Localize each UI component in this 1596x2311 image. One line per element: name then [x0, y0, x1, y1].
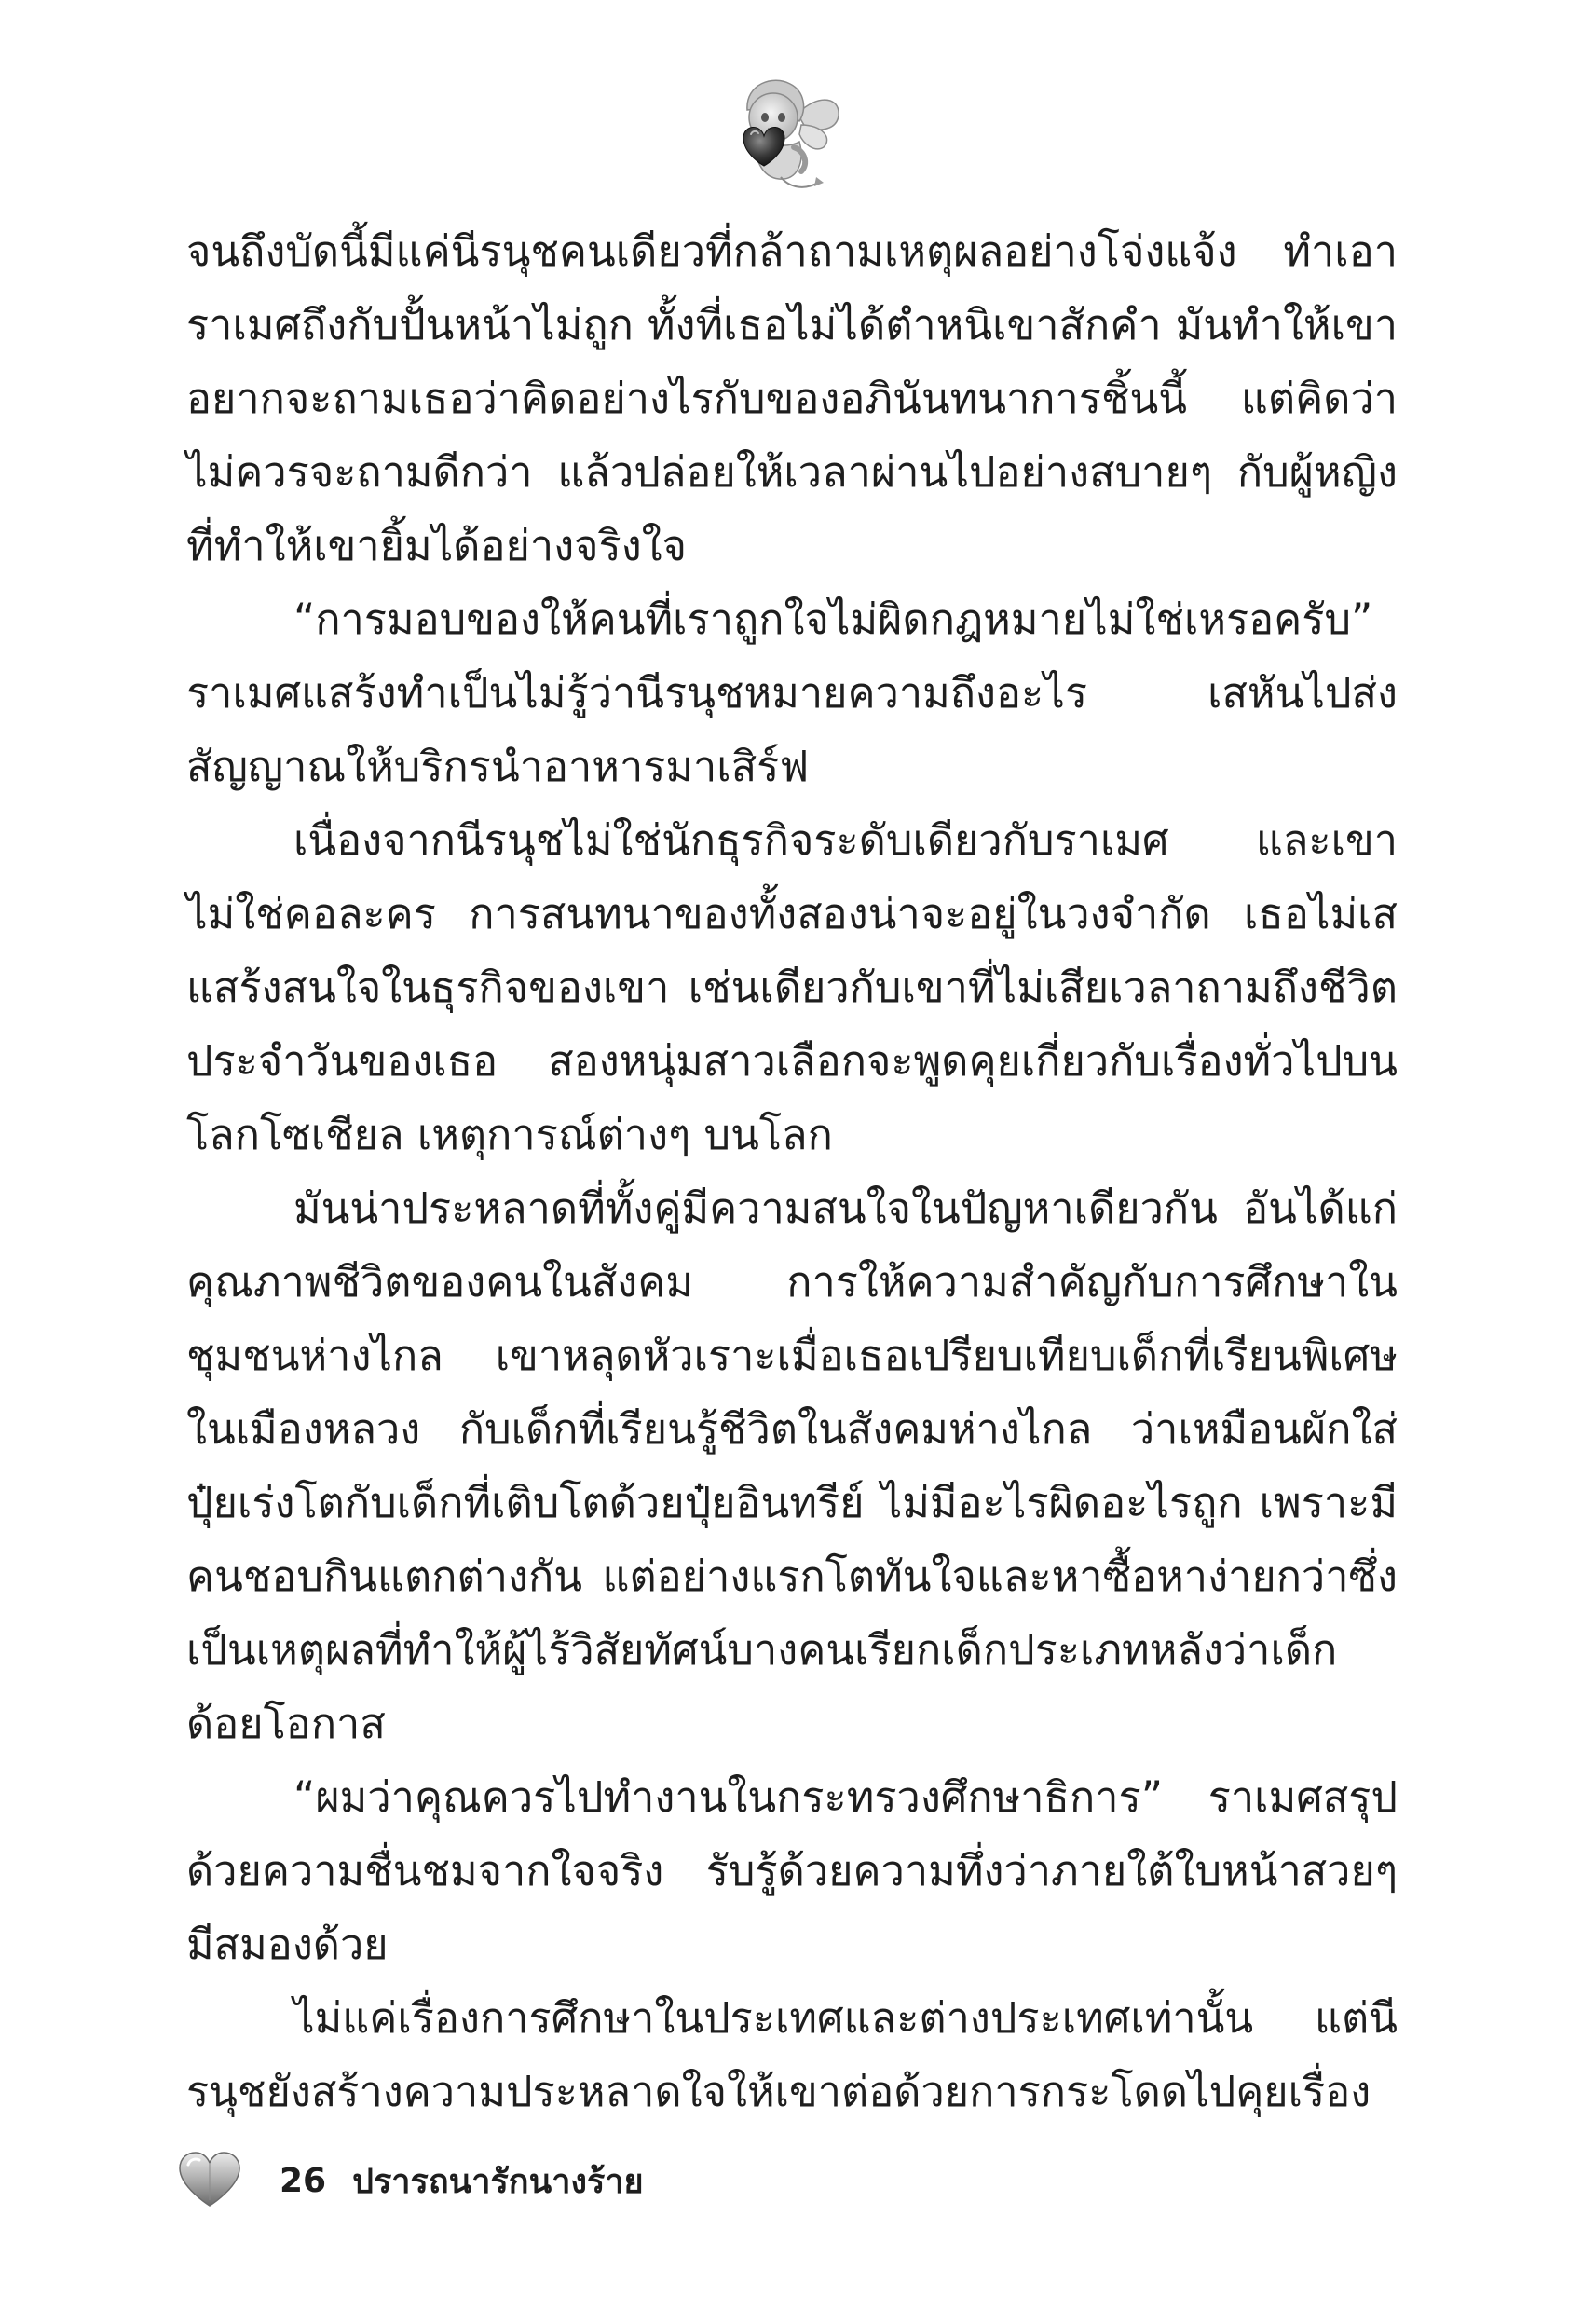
page-footer: [177, 2139, 644, 2222]
paragraph-1: จนถึงบัดนี้มีแค่นีรนุชคนเดียวที่กล้าถามเหตุผลอย่างโจ่งแจ้ง ทำเอาราเมศถึงกับปั้นหน้าไม่ถูก ทั้งที่เธอไม่ได้ตำหนิเขาสักคำ มันทำให้เขาอยากจะถามเธอว่าคิดอย่างไรกับของอภินันทนาการชิ้นนี้ แต่คิดว่าไม่ควรจะถามดีกว่า แล้วปล่อยให้เวลาผ่านไปอย่างสบายๆ กับผู้หญิงที่ทำให้เขายิ้มได้อย่างจริงใจ: [186, 226, 1398, 570]
paragraph-6: ไม่แค่เรื่องการศึกษาในประเทศและต่างประเทศเท่านั้น แต่นีรนุชยังสร้างความประหลาดใจให้เขาต่อด้วยการกระโดดไปคุยเรื่อง: [186, 1993, 1398, 2116]
heart-icon: [177, 2152, 242, 2209]
cupid-with-heart-icon: [708, 73, 848, 194]
paragraph-5: “ผมว่าคุณควรไปทำงานในกระทรวงศึกษาธิการ” ราเมศสรุปด้วยความชื่นชมจากใจจริง รับรู้ด้วยความทึ่งว่าภายใต้ใบหน้าสวยๆ มีสมองด้วย: [186, 1772, 1398, 1969]
book-title: ปรารถนารักนางร้าย: [352, 2162, 644, 2201]
paragraph-3: เนื่องจากนีรนุชไม่ใช่นักธุรกิจระดับเดียวกับราเมศ และเขาไม่ใช่คอละคร การสนทนาของทั้งสองน่าจะอยู่ในวงจำกัด เธอไม่เสแสร้งสนใจในธุรกิจของเขา เช่นเดียวกับเขาที่ไม่เสียเวลาถามถึงชีวิตประจำวันของเธอ สองหนุ่มสาวเลือกจะพูดคุยเกี่ยวกับเรื่องทั่วไปบนโลกโซเชียล เหตุการณ์ต่างๆ บนโลก: [186, 815, 1398, 1159]
page-number: 26: [280, 2161, 327, 2200]
page-body: [186, 214, 1398, 2128]
paragraph-4: มันน่าประหลาดที่ทั้งคู่มีความสนใจในปัญหาเดียวกัน อันได้แก่คุณภาพชีวิตของคนในสังคม การให้ความสำคัญกับการศึกษาในชุมชนห่างไกล เขาหลุดหัวเราะเมื่อเธอเปรียบเทียบเด็กที่เรียนพิเศษในเมืองหลวง กับเด็กที่เรียนรู้ชีวิตในสังคมห่างไกล ว่าเหมือนผักใส่ปุ๋ยเร่งโตกับเด็กที่เติบโตด้วยปุ๋ยอินทรีย์ ไม่มีอะไรผิดอะไรถูก เพราะมีคนชอบกินแตกต่างกัน แต่อย่างแรกโตทันใจและหาซื้อหาง่ายกว่าซึ่งเป็นเหตุผลที่ทำให้ผู้ไร้วิสัยทัศน์บางคนเรียกเด็กประเภทหลังว่าเด็กด้อยโอกาส: [186, 1183, 1398, 1748]
paragraph-2: “การมอบของให้คนที่เราถูกใจไม่ผิดกฎหมายไม่ใช่เหรอครับ” ราเมศแสร้งทำเป็นไม่รู้ว่านีรนุชหมายความถึงอะไร เสหันไปส่งสัญญาณให้บริกรนำอาหารมาเสิร์ฟ: [186, 595, 1398, 791]
